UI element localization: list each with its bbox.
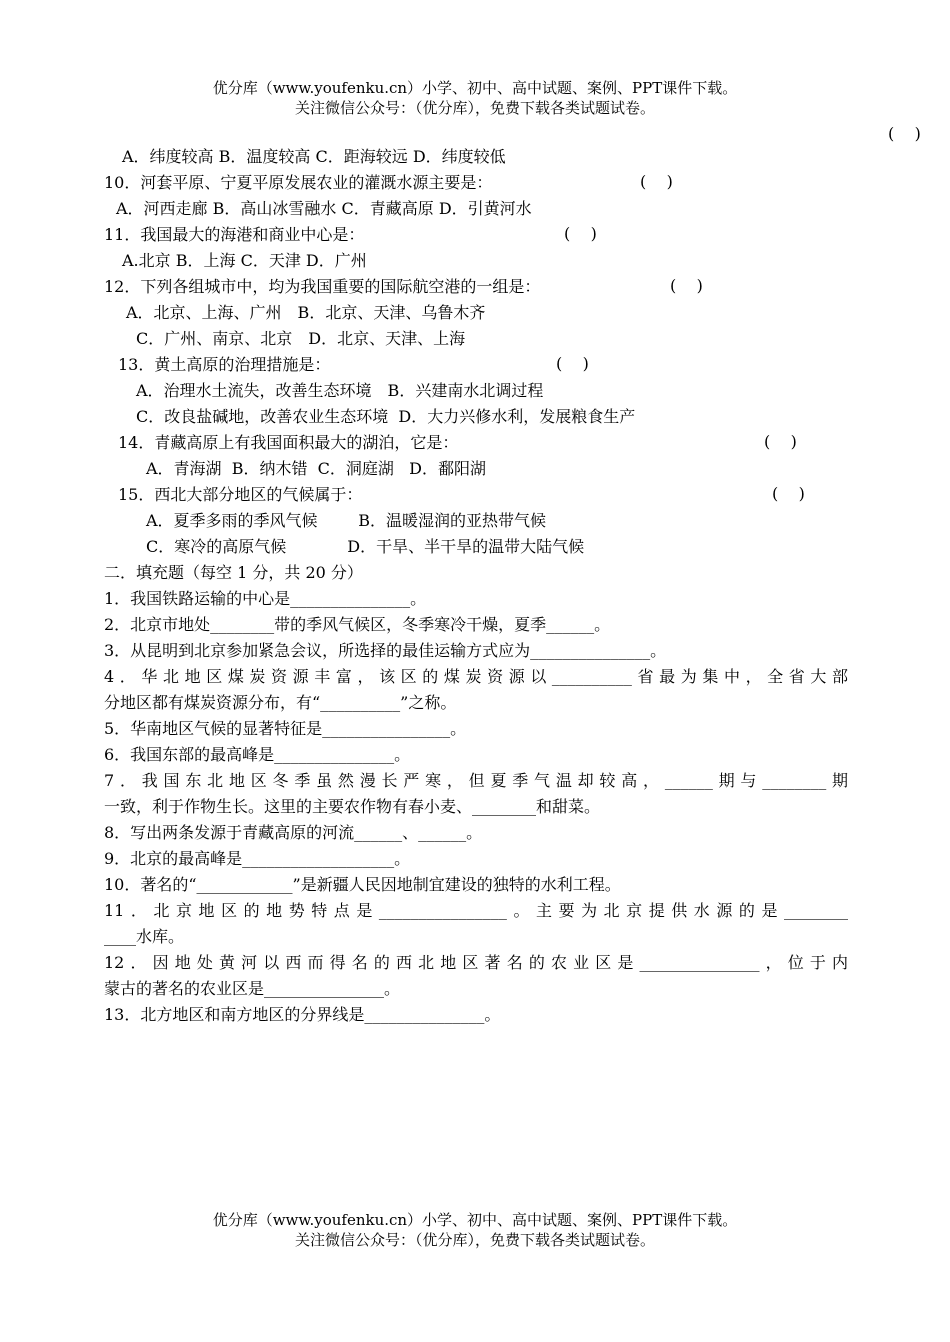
q9-answer-paren: ( ) [888,124,921,143]
q14-options: A．青海湖 B．纳木错 C．洞庭湖 D．鄱阳湖 [146,459,486,478]
q13-answer-paren: ( ) [556,354,589,373]
fill-q3: 3．从昆明到北京参加紧急会议，所选择的最佳运输方式应为_______________。 [104,641,667,660]
q10-stem: 10．河套平原、宁夏平原发展农业的灌溉水源主要是： [104,173,493,192]
fill-q2: 2．北京市地处________带的季风气候区，冬季寒冷干燥，夏季______。 [104,615,611,634]
fill-q12-line2: 蒙古的著名的农业区是_______________。 [104,979,401,998]
q12-answer-paren: ( ) [670,276,703,295]
q13-options-cd: C．改良盐碱地，改善农业生态环境 D．大力兴修水利，发展粮食生产 [136,407,636,426]
q11-answer-paren: ( ) [564,224,597,243]
fill-q7-line2: 一致，利于作物生长。这里的主要农作物有春小麦、________和甜菜。 [104,797,601,816]
q10-options: A．河西走廊 B．高山冰雪融水 C．青藏高原 D．引黄河水 [116,199,532,218]
fill-q6: 6．我国东部的最高峰是_______________。 [104,745,411,764]
fill-q10: 10．著名的“____________”是新疆人民因地制宜建设的独特的水利工程。 [104,875,621,894]
fill-q13: 13．北方地区和南方地区的分界线是_______________。 [104,1005,501,1024]
fill-q5: 5．华南地区气候的显著特征是________________。 [104,719,467,738]
q15-options-ab: A．夏季多雨的季风气候 B．温暖湿润的亚热带气候 [146,511,547,530]
q14-stem: 14．青藏高原上有我国面积最大的湖泊，它是： [118,433,459,452]
header-line-2: 关注微信公众号：（优分库），免费下载各类试题试卷。 [294,99,655,117]
q10-answer-paren: ( ) [640,172,673,191]
q15-stem: 15．西北大部分地区的气候属于： [118,485,363,504]
q11-stem: 11．我国最大的海港和商业中心是： [104,225,365,244]
fill-q9: 9．北京的最高峰是___________________。 [104,849,411,868]
q15-answer-paren: ( ) [772,484,805,503]
q11-options: A.北京 B．上海 C．天津 D．广州 [122,251,367,270]
fill-q11-line1: 11．北京地区的地势特点是________________。主要为北京提供水源的是________ [104,901,848,920]
q9-options: A．纬度较高 B．温度较高 C．距海较远 D．纬度较低 [122,147,506,166]
footer-line-1: 优分库（www.youfenku.cn）小学、初中、高中试题、案例、PPT课件下载。 [212,1211,738,1229]
header-line-1: 优分库（www.youfenku.cn）小学、初中、高中试题、案例、PPT课件下载。 [212,79,738,97]
q12-stem: 12．下列各组城市中，均为我国重要的国际航空港的一组是： [104,277,541,296]
section-title-fill: 二．填充题（每空 1 分，共 20 分） [104,563,363,582]
q13-stem: 13．黄土高原的治理措施是： [118,355,331,374]
fill-q11-line2: ____水库。 [104,927,185,946]
fill-q7-line1: 7．我国东北地区冬季虽然漫长严寒，但夏季气温却较高，______期与________期 [104,771,848,790]
fill-q8: 8．写出两条发源于青藏高原的河流______、______。 [104,823,483,842]
fill-q12-line1: 12．因地处黄河以西而得名的西北地区著名的农业区是_______________，位于内 [104,953,848,972]
fill-q4-line1: 4．华北地区煤炭资源丰富，该区的煤炭资源以__________省最为集中，全省大部 [104,667,848,686]
fill-q1: 1．我国铁路运输的中心是_______________。 [104,589,427,608]
q13-options-ab: A．治理水土流失，改善生态环境 B．兴建南水北调过程 [136,381,544,400]
footer-line-2: 关注微信公众号：（优分库），免费下载各类试题试卷。 [294,1231,655,1249]
q14-answer-paren: ( ) [764,432,797,451]
fill-q4-line2: 分地区都有煤炭资源分布，有“__________”之称。 [104,693,457,712]
q12-options-cd: C．广州、南京、北京 D．北京、天津、上海 [136,329,466,348]
q15-options-cd: C．寒冷的高原气候 D．干旱、半干旱的温带大陆气候 [146,537,585,556]
q12-options-ab: A．北京、上海、广州 B．北京、天津、乌鲁木齐 [126,303,486,322]
